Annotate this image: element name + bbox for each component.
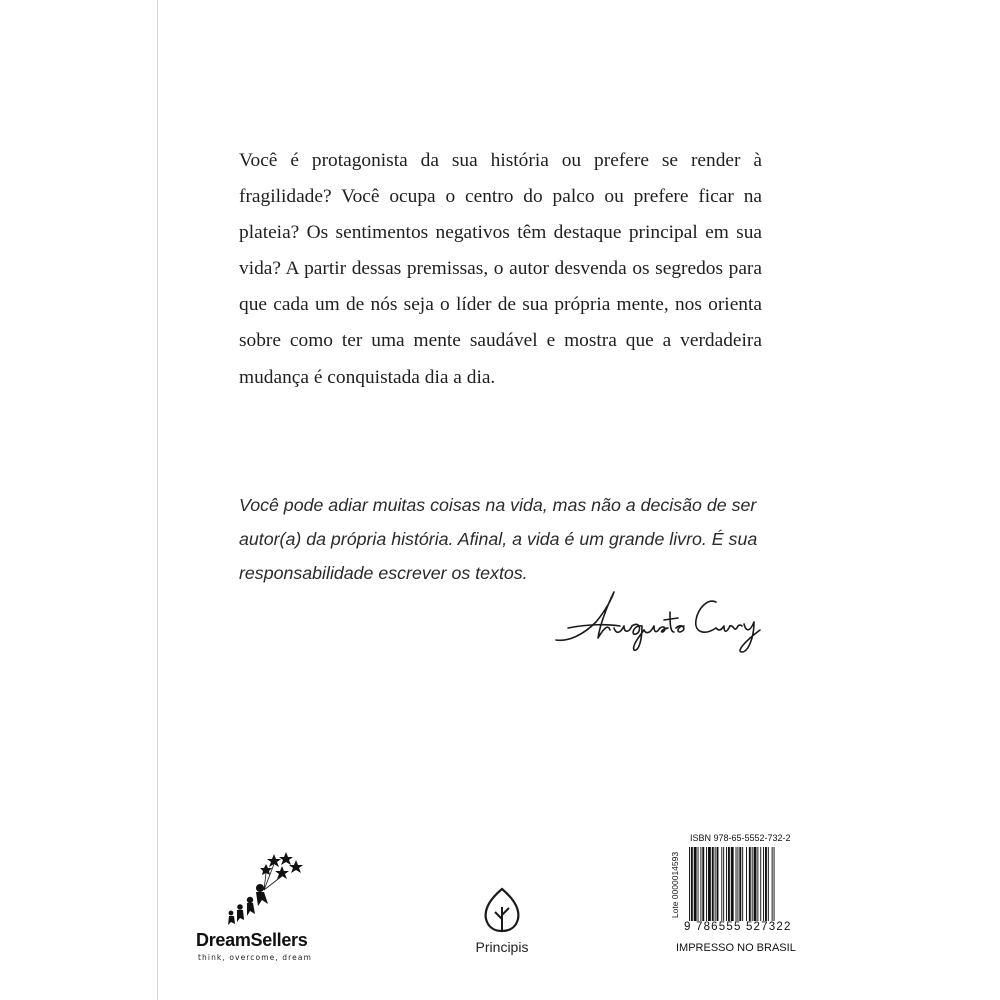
- barcode-bar: [752, 847, 753, 921]
- barcode-image: [689, 847, 805, 921]
- leaf-icon: [480, 887, 524, 935]
- barcode-bar: [768, 847, 769, 921]
- barcode-bar: [763, 847, 764, 921]
- barcode-bar: [728, 847, 730, 921]
- dreamsellers-emblem-icon: [226, 850, 306, 930]
- printed-in-label: IMPRESSO NO BRASIL: [676, 942, 796, 954]
- barcode-bar: [706, 847, 707, 921]
- signature-image: [548, 580, 768, 660]
- barcode-bar: [757, 847, 758, 921]
- barcode-bar: [712, 847, 714, 921]
- principis-name: Principis: [475, 939, 529, 955]
- barcode-bar: [726, 847, 727, 921]
- lote-number: Lote 0000014593: [670, 851, 680, 919]
- barcode-bar: [749, 847, 751, 921]
- barcode-bar: [708, 847, 711, 921]
- barcode-bar: [698, 847, 699, 921]
- back-cover-blurb: Você é protagonista da sua história ou prefere se render à fragilidade? Você ocupa o centro do palco ou prefere ficar na plateia? Os sentimentos negativos têm destaque principal em sua vida? A partir dessas premissas, o autor desvenda os segredos para que cada um de nós seja o líder de sua própria mente, nos orienta sobre como ter uma mente saudável e mostra que a verdadeira mudança é conquistada dia a dia.: [239, 150, 762, 388]
- barcode-bar: [721, 847, 722, 921]
- author-signature: [548, 580, 768, 660]
- barcode-bar: [765, 847, 767, 921]
- barcode-bar: [737, 847, 738, 921]
- dreamsellers-logo: [196, 850, 341, 965]
- barcode-bar: [736, 847, 737, 921]
- barcode-bar: [702, 847, 704, 921]
- principis-logo: [466, 887, 538, 967]
- barcode-bars: [689, 847, 805, 921]
- barcode-bar: [772, 847, 773, 921]
- barcode-bar: [700, 847, 701, 921]
- barcode-bar: [739, 847, 741, 921]
- barcode-bar: [754, 847, 757, 921]
- barcode-bar: [774, 847, 775, 921]
- barcode-bar: [715, 847, 716, 921]
- spine-edge-line: [157, 0, 158, 1000]
- barcode-bar: [689, 847, 690, 921]
- dreamsellers-tagline: think, overcome, dream: [198, 953, 312, 962]
- barcode-bar: [691, 847, 693, 921]
- barcode-bar: [723, 847, 724, 921]
- barcode-bar: [694, 847, 697, 921]
- barcode-bar: [746, 847, 747, 921]
- barcode-bar: [717, 847, 719, 921]
- isbn-text: ISBN 978-65-5552-732-2: [690, 833, 791, 843]
- barcode-digits: 9 786555 527322: [684, 921, 792, 933]
- barcode-bar: [742, 847, 743, 921]
- dreamsellers-name: DreamSellers: [196, 930, 308, 950]
- barcode-bar: [731, 847, 734, 921]
- barcode-bar: [760, 847, 761, 921]
- author-quote: Você pode adiar muitas coisas na vida, mas não a decisão de ser autor(a) da própria história. Afinal, a vida é um grande livro. É sua responsabilidade escrever os textos.: [239, 495, 758, 583]
